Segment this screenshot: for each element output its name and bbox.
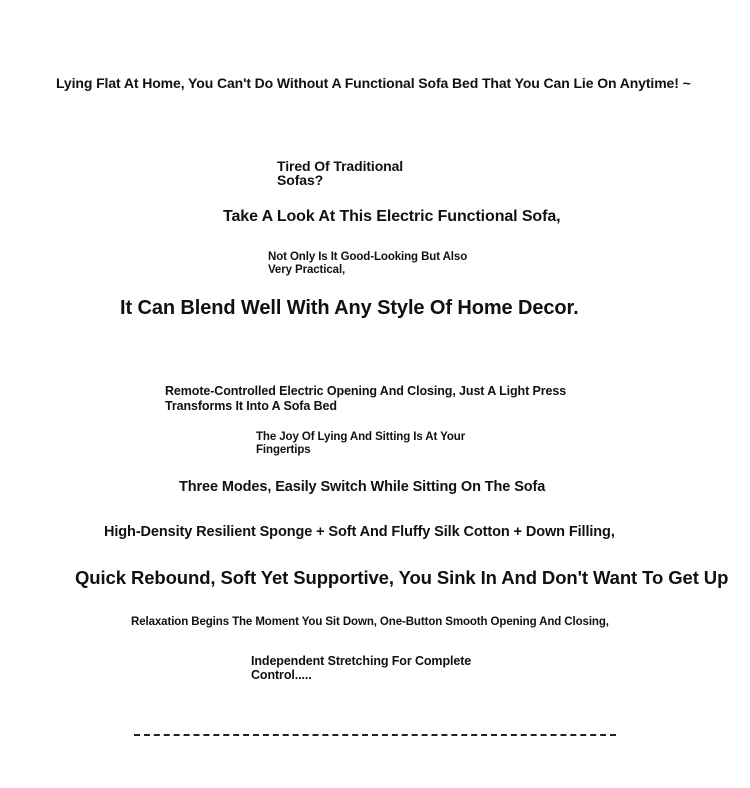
text-good-looking: Not Only Is It Good-Looking But Also Very Practical, [268,251,468,276]
text-tired-of-sofas: Tired Of Traditional Sofas? [277,158,404,188]
headline-home-decor: It Can Blend Well With Any Style Of Home Decor. [120,297,579,319]
headline-lying-flat: Lying Flat At Home, You Can't Do Without A Functional Sofa Bed That You Can Lie On Anytime! ~ [56,75,691,91]
text-independent-stretching: Independent Stretching For Complete Control..... [251,654,472,682]
text-joy-fingertips: The Joy Of Lying And Sitting Is At Your Fingertips [256,431,466,456]
text-sponge-filling: High-Density Resilient Sponge + Soft And Fluffy Silk Cotton + Down Filling, [104,524,615,540]
text-electric-sofa: Take A Look At This Electric Functional Sofa, [223,208,561,225]
text-relaxation: Relaxation Begins The Moment You Sit Down, One-Button Smooth Opening And Closing, [131,616,609,628]
dashed-divider [134,734,616,736]
text-remote-controlled: Remote-Controlled Electric Opening And Closing, Just A Light Press Transforms It Into A Sofa Bed [165,384,567,413]
text-three-modes: Three Modes, Easily Switch While Sitting On The Sofa [179,479,546,495]
headline-quick-rebound: Quick Rebound, Soft Yet Supportive, You Sink In And Don't Want To Get Up [75,567,729,588]
